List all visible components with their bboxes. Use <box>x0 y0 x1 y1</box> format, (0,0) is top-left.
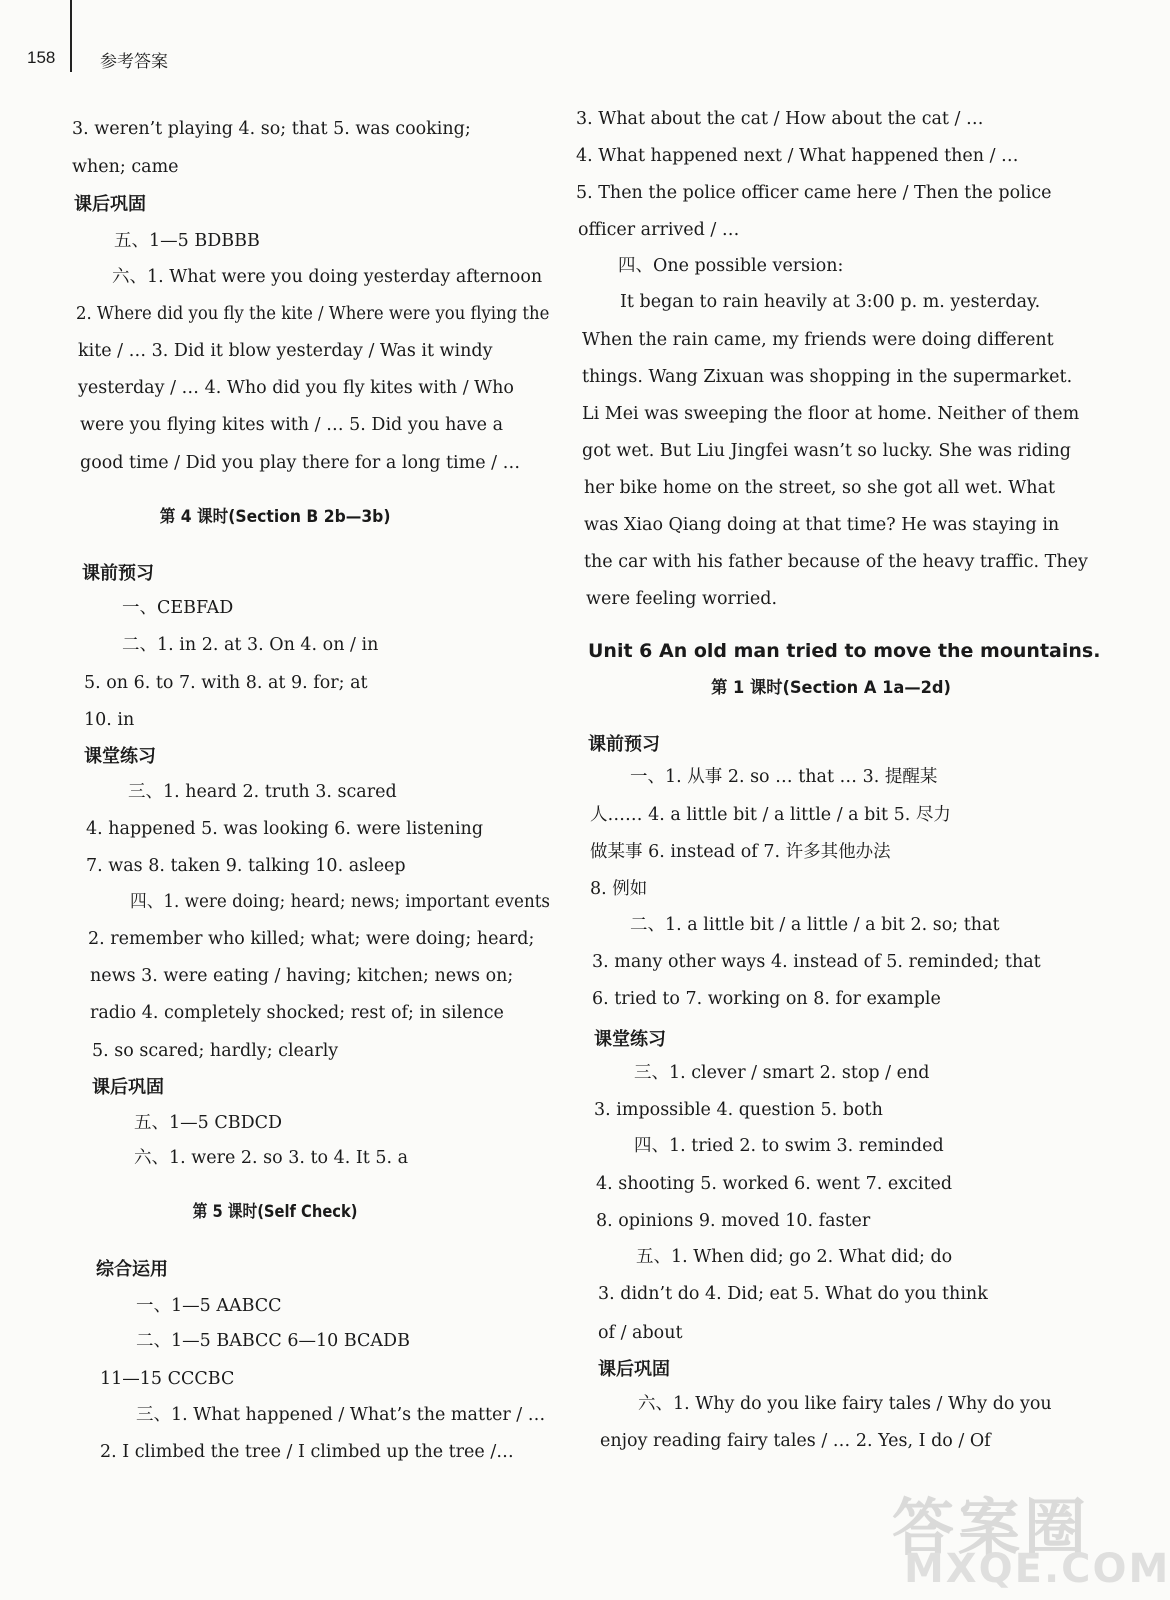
answer-line: 人…… 4. a little bit / a little / a bit 5. 尽力 <box>590 805 951 825</box>
answer-line: good time / Did you play there for a long time / … <box>80 453 521 473</box>
answer-line: 二、1. in 2. at 3. On 4. on / in <box>122 635 379 655</box>
page-header <box>0 0 1112 100</box>
answer-line: were you flying kites with / … 5. Did you have a <box>80 415 504 435</box>
answer-line: 一、1. 从事 2. so … that … 3. 提醒某 <box>630 767 938 787</box>
running-title: 参考答案 <box>100 52 168 72</box>
answer-line: 五、1. When did; go 2. What did; do <box>636 1247 953 1267</box>
answer-line: 五、1—5 BDBBB <box>114 231 260 251</box>
unit-heading: Unit 6 An old man tried to move the mountains. <box>588 640 1101 662</box>
answer-line: 六、1. were 2. so 3. to 4. It 5. a <box>134 1148 409 1168</box>
answer-line: 四、1. tried 2. to swim 3. reminded <box>634 1136 944 1156</box>
header-rule <box>70 0 72 72</box>
answer-line: 3. many other ways 4. instead of 5. reminded; that <box>592 952 1041 972</box>
answer-line: 一、CEBFAD <box>122 598 234 618</box>
answer-line: officer arrived / … <box>578 220 740 240</box>
answer-line: 10. in <box>84 710 135 730</box>
essay-line: It began to rain heavily at 3:00 p. m. yesterday. <box>620 292 1041 312</box>
answer-line: when; came <box>72 157 179 177</box>
section-heading: 综合运用 <box>96 1259 168 1280</box>
answer-line: 三、1. What happened / What’s the matter / … <box>136 1405 546 1425</box>
section-heading: 课后巩固 <box>74 194 146 215</box>
essay-line: the car with his father because of the heavy traffic. They <box>584 552 1088 572</box>
section-heading: 课前预习 <box>82 563 154 584</box>
site-watermark <box>892 1478 1170 1596</box>
answer-line: 7. was 8. taken 9. talking 10. asleep <box>86 856 406 876</box>
answer-line: 六、1. What were you doing yesterday afternoon <box>112 267 543 287</box>
page-number: 158 <box>27 48 56 67</box>
answer-line: 三、1. heard 2. truth 3. scared <box>128 782 397 802</box>
lesson-heading: 第 4 课时(Section B 2b—3b) <box>159 507 391 527</box>
answer-line: 5. Then the police officer came here / Then the police <box>576 183 1052 203</box>
lesson-heading: 第 1 课时(Section A 1a—2d) <box>711 678 951 698</box>
answer-line: enjoy reading fairy tales / … 2. Yes, I do / Of <box>600 1431 991 1451</box>
answer-line: 3. What about the cat / How about the cat / … <box>576 109 984 129</box>
answer-line: 2. remember who killed; what; were doing; heard; <box>88 929 535 949</box>
essay-line: When the rain came, my friends were doing different <box>582 330 1054 350</box>
essay-line: were feeling worried. <box>586 589 778 609</box>
answer-line: 二、1—5 BABCC 6—10 BCADB <box>136 1331 410 1351</box>
answer-line: 三、1. clever / smart 2. stop / end <box>634 1063 930 1083</box>
section-heading: 课堂练习 <box>84 746 156 767</box>
answer-line: kite / … 3. Did it blow yesterday / Was it windy <box>78 341 493 361</box>
answer-line: 8. 例如 <box>590 879 648 899</box>
watermark-url: MXQE.COM <box>904 1546 1170 1592</box>
answer-line: 4. shooting 5. worked 6. went 7. excited <box>596 1174 953 1194</box>
lesson-heading: 第 5 课时(Self Check) <box>192 1202 358 1222</box>
answer-line: radio 4. completely shocked; rest of; in silence <box>90 1003 504 1023</box>
section-heading: 课后巩固 <box>598 1359 670 1380</box>
answer-line: 5. so scared; hardly; clearly <box>92 1041 339 1061</box>
answer-line: 8. opinions 9. moved 10. faster <box>596 1211 871 1231</box>
answer-line: 五、1—5 CBDCD <box>134 1113 283 1133</box>
section-heading: 课前预习 <box>588 734 660 755</box>
essay-line: Li Mei was sweeping the floor at home. Neither of them <box>582 404 1080 424</box>
section-heading: 课后巩固 <box>92 1077 164 1098</box>
answer-line: of / about <box>598 1323 683 1343</box>
answer-line: 3. didn’t do 4. Did; eat 5. What do you think <box>598 1284 988 1304</box>
answer-line: 6. tried to 7. working on 8. for example <box>592 989 941 1009</box>
answer-line: 2. I climbed the tree / I climbed up the tree /… <box>100 1442 514 1462</box>
watermark-logo: 答案圈 <box>892 1491 1091 1564</box>
answer-line: 3. impossible 4. question 5. both <box>594 1100 883 1120</box>
essay-line: got wet. But Liu Jingfei wasn’t so lucky. She was riding <box>582 441 1071 461</box>
section-heading: 课堂练习 <box>594 1029 666 1050</box>
answer-line: 做某事 6. instead of 7. 许多其他办法 <box>590 842 891 862</box>
answer-line: 2. Where did you fly the kite / Where were you flying the <box>76 304 550 324</box>
answer-line: 四、One possible version: <box>618 256 844 276</box>
essay-line: her bike home on the street, so she got all wet. What <box>584 478 1056 498</box>
answer-line: 二、1. a little bit / a little / a bit 2. so; that <box>630 915 1000 935</box>
answer-line: 5. on 6. to 7. with 8. at 9. for; at <box>84 673 368 693</box>
answer-line: 4. happened 5. was looking 6. were listening <box>86 819 484 839</box>
answer-line: 四、1. were doing; heard; news; important events <box>130 892 551 912</box>
answer-line: 3. weren’t playing 4. so; that 5. was cooking; <box>72 119 471 139</box>
answer-line: yesterday / … 4. Who did you fly kites with / Who <box>78 378 514 398</box>
essay-line: was Xiao Qiang doing at that time? He was staying in <box>584 515 1060 535</box>
answer-line: 11—15 CCCBC <box>100 1369 235 1389</box>
answer-line: 六、1. Why do you like fairy tales / Why do you <box>638 1394 1052 1414</box>
essay-line: things. Wang Zixuan was shopping in the supermarket. <box>582 367 1073 387</box>
answer-line: 4. What happened next / What happened then / … <box>576 146 1019 166</box>
answer-line: 一、1—5 AABCC <box>136 1296 282 1316</box>
answer-line: news 3. were eating / having; kitchen; news on; <box>90 966 514 986</box>
